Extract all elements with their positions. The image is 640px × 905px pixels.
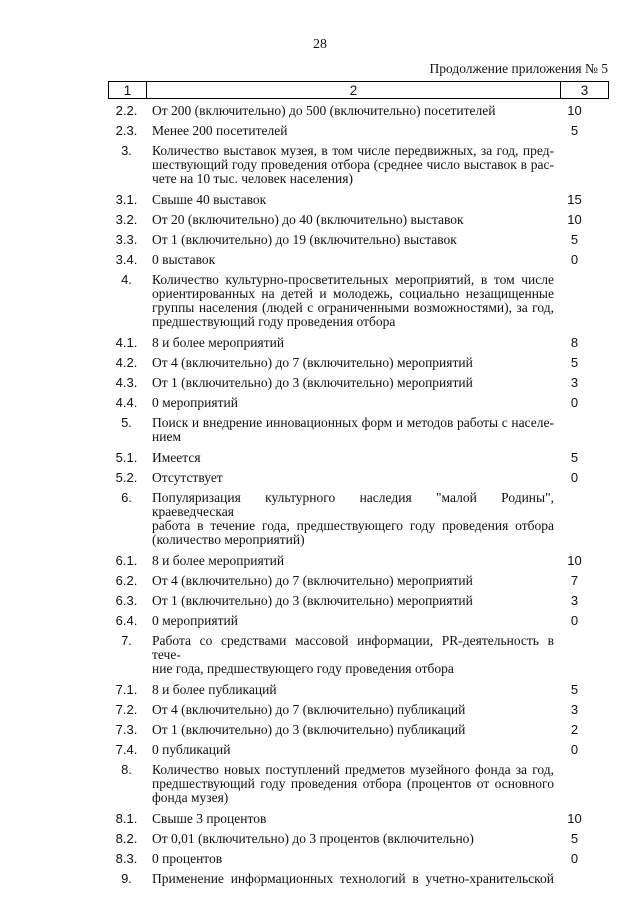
row-description [145,336,558,350]
row-description [145,273,558,329]
row-text-line: Отсутствует [152,470,223,485]
row-description [145,396,558,410]
row-text-line: (количество мероприятий) [152,532,305,547]
continuation-label: Продолжение приложения № 5 [429,61,608,76]
row-text-line: Поиск и внедрение инновационных форм и методов работы с населе- [152,415,554,430]
row-description [145,683,558,697]
table-row [108,253,609,267]
row-description [145,356,558,370]
row-text-line: группы населения (людей с ограниченными возможностями), за год, [152,300,554,315]
row-text-line: работа в течение года, предшествующего году проведения отбора [152,518,554,533]
row-text-line: предшествующий году проведения отбора [152,314,396,329]
row-score: 8 [570,335,579,350]
row-text-line: От 200 (включительно) до 500 (включительно) посетителей [152,103,496,118]
table-row [108,336,609,350]
row-score [558,273,609,329]
row-number: 6.2. [115,573,138,588]
row-text-line: 0 выставок [152,252,216,267]
row-number: 4.4. [115,395,138,410]
table-row [108,852,609,866]
row-score: 10 [567,811,582,826]
table-row [108,416,609,444]
row-number: 8.1. [115,811,138,826]
table-row [108,471,609,485]
row-description [145,554,558,568]
row-number: 3.1. [115,192,138,207]
row-score: 0 [570,252,579,267]
row-description [145,812,558,826]
row-number: 9. [121,871,132,886]
row-number: 7.2. [115,702,138,717]
row-description [145,852,558,866]
row-score: 15 [567,192,582,207]
row-text-line: Свыше 3 процентов [152,811,267,826]
row-text-line: 8 и более мероприятий [152,335,285,350]
row-score: 5 [570,123,579,138]
row-text-line: 8 и более публикаций [152,682,277,697]
row-score: 3 [570,702,579,717]
row-number: 2.3. [115,123,138,138]
row-text-line: От 1 (включительно) до 3 (включительно) мероприятий [152,593,473,608]
row-score: 5 [570,831,579,846]
table-row [108,124,609,138]
row-score: 0 [570,470,579,485]
row-number: 6.3. [115,593,138,608]
table-row [108,812,609,826]
row-number: 7.4. [115,742,138,757]
row-score: 7 [570,573,579,588]
criteria-table-body [108,104,609,892]
table-row [108,273,609,329]
table-row [108,703,609,717]
header-col-1: 1 [109,82,147,98]
table-row [108,396,609,410]
row-text-line: 0 процентов [152,851,223,866]
table-row [108,634,609,676]
row-number: 3.3. [115,232,138,247]
table-row [108,554,609,568]
row-number: 8. [121,762,132,777]
row-description [145,594,558,608]
row-number: 6.4. [115,613,138,628]
row-description [145,832,558,846]
row-number: 5.2. [115,470,138,485]
row-number: 2.2. [115,103,138,118]
row-description [145,124,558,138]
row-text-line: От 4 (включительно) до 7 (включительно) мероприятий [152,355,473,370]
row-text-line: Применение информационных технологий в учетно-хранительской [152,871,554,886]
row-score: 10 [567,212,582,227]
row-score: 5 [570,682,579,697]
row-description [145,144,558,186]
row-score: 5 [570,450,579,465]
row-score: 5 [570,232,579,247]
row-number: 8.2. [115,831,138,846]
row-text-line: 0 мероприятий [152,395,238,410]
row-description [145,574,558,588]
row-text-line: Количество культурно-просветительных мероприятий, в том числе [152,272,554,287]
row-text-line: 0 мероприятий [152,613,238,628]
row-description [145,703,558,717]
row-score [558,416,609,444]
row-text-line: От 1 (включительно) до 19 (включительно) выставок [152,232,457,247]
row-score: 10 [567,103,582,118]
row-score [558,634,609,676]
row-number: 8.3. [115,851,138,866]
row-number: 4.3. [115,375,138,390]
table-row [108,104,609,118]
row-score: 0 [570,742,579,757]
row-text-line: Популяризация культурного наследия "малой Родины", краеведческая [152,490,554,519]
row-description [145,193,558,207]
row-text-line: Работа со средствами массовой информации, PR-деятельность в тече- [152,633,554,662]
row-text-line: Менее 200 посетителей [152,123,288,138]
row-description [145,233,558,247]
row-text-line: ориентированных на детей и молодежь, социально незащищенные [152,286,554,301]
row-text-line: От 20 (включительно) до 40 (включительно) выставок [152,212,464,227]
row-score [558,872,609,886]
row-number: 4. [121,272,132,287]
row-score: 0 [570,395,579,410]
header-col-2: 2 [147,82,561,98]
row-description [145,416,558,444]
table-row [108,213,609,227]
row-score: 10 [567,553,582,568]
row-score: 3 [570,593,579,608]
row-number: 7.1. [115,682,138,697]
row-text-line: 0 публикаций [152,742,231,757]
table-header-row [108,81,609,99]
row-number: 7.3. [115,722,138,737]
row-number: 4.1. [115,335,138,350]
table-row [108,193,609,207]
row-score: 0 [570,851,579,866]
row-score [558,763,609,805]
row-description [145,104,558,118]
row-text-line: Имеется [152,450,201,465]
table-row [108,356,609,370]
row-number: 7. [121,633,132,648]
row-text-line: чете на 10 тыс. человек населения) [152,171,353,186]
row-description [145,763,558,805]
table-row [108,491,609,547]
row-description [145,376,558,390]
row-description [145,872,558,886]
row-description [145,213,558,227]
row-description [145,743,558,757]
table-row [108,233,609,247]
table-row [108,574,609,588]
row-text-line: От 4 (включительно) до 7 (включительно) публикаций [152,702,466,717]
row-description [145,253,558,267]
table-row [108,763,609,805]
row-text-line: фонда музея) [152,790,229,805]
row-text-line: нием [152,429,181,444]
table-row [108,872,609,886]
row-number: 6. [121,490,132,505]
row-text-line: 8 и более мероприятий [152,553,285,568]
row-text-line: ние года, предшествующего году проведения отбора [152,661,454,676]
row-text-line: Количество новых поступлений предметов музейного фонда за год, [152,762,554,777]
table-row [108,832,609,846]
row-score: 3 [570,375,579,390]
table-row [108,594,609,608]
row-number: 6.1. [115,553,138,568]
table-row [108,144,609,186]
row-number: 4.2. [115,355,138,370]
row-description [145,634,558,676]
row-score: 0 [570,613,579,628]
row-text-line: предшествующий году проведения отбора (процентов от основного [152,776,554,791]
row-text-line: шествующий году проведения отбора (среднее число выставок в рас- [152,157,554,172]
table-row [108,683,609,697]
row-description [145,614,558,628]
row-number: 3.2. [115,212,138,227]
row-score: 2 [570,722,579,737]
row-description [145,723,558,737]
row-number: 3.4. [115,252,138,267]
row-text-line: Количество выставок музея, в том числе передвижных, за год, пред- [152,143,554,158]
row-number: 3. [121,143,132,158]
row-text-line: Свыше 40 выставок [152,192,267,207]
header-col-3: 3 [580,82,589,98]
row-number: 5. [121,415,132,430]
row-text-line: От 0,01 (включительно) до 3 процентов (включительно) [152,831,474,846]
row-score: 5 [570,355,579,370]
row-text-line: От 4 (включительно) до 7 (включительно) мероприятий [152,573,473,588]
table-row [108,614,609,628]
page-number: 28 [313,37,327,52]
table-row [108,376,609,390]
row-score [558,144,609,186]
row-description [145,451,558,465]
table-row [108,743,609,757]
row-text-line: От 1 (включительно) до 3 (включительно) мероприятий [152,375,473,390]
table-row [108,451,609,465]
table-row [108,723,609,737]
row-description [145,471,558,485]
row-text-line: От 1 (включительно) до 3 (включительно) публикаций [152,722,466,737]
row-number: 5.1. [115,450,138,465]
row-description [145,491,558,547]
row-score [558,491,609,547]
